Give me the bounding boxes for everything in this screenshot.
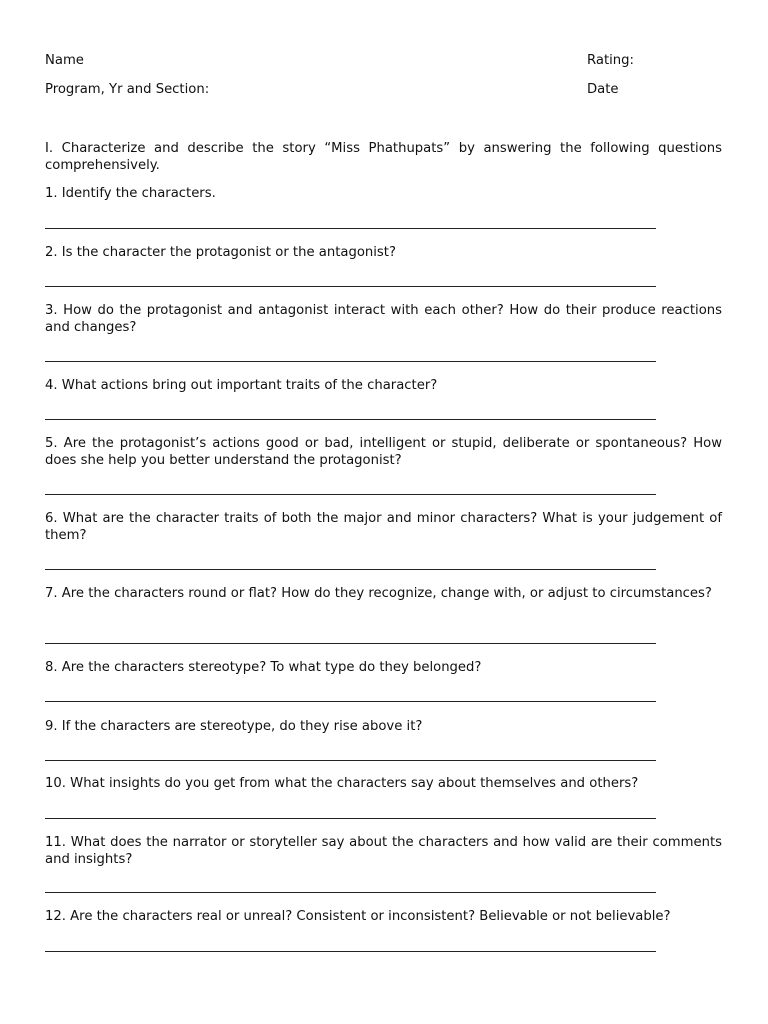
question-7: 7. Are the characters round or flat? How do they recognize, change with, or adjust to circumstances? xyxy=(45,586,712,601)
answer-line-1[interactable] xyxy=(45,228,656,229)
answer-line-7[interactable] xyxy=(45,643,656,644)
answer-line-10[interactable] xyxy=(45,818,656,819)
date-label: Date xyxy=(587,82,619,97)
question-4: 4. What actions bring out important traits of the character? xyxy=(45,378,438,393)
answer-line-4[interactable] xyxy=(45,419,656,420)
program-section-label: Program, Yr and Section: xyxy=(45,82,210,97)
question-5: 5. Are the protagonist’s actions good or bad, intelligent or stupid, deliberate or spontaneous? How does she help you better understand the protagonist? xyxy=(45,436,722,468)
answer-line-6[interactable] xyxy=(45,569,656,570)
question-12: 12. Are the characters real or unreal? Consistent or inconsistent? Believable or not believable? xyxy=(45,909,671,924)
question-9: 9. If the characters are stereotype, do they rise above it? xyxy=(45,719,423,734)
question-3: 3. How do the protagonist and antagonist interact with each other? How do their produce reactions and changes? xyxy=(45,303,722,335)
name-label: Name xyxy=(45,53,84,68)
answer-line-12[interactable] xyxy=(45,951,656,952)
answer-line-9[interactable] xyxy=(45,760,656,761)
answer-line-5[interactable] xyxy=(45,494,656,495)
question-6: 6. What are the character traits of both the major and minor characters? What is your judgement of them? xyxy=(45,511,722,543)
instructions: I. Characterize and describe the story “Miss Phathupats” by answering the following questions comprehensively. xyxy=(45,141,722,173)
question-2: 2. Is the character the protagonist or the antagonist? xyxy=(45,245,396,260)
question-11: 11. What does the narrator or storyteller say about the characters and how valid are their comments and insights? xyxy=(45,835,722,867)
answer-line-8[interactable] xyxy=(45,701,656,702)
answer-line-11[interactable] xyxy=(45,892,656,893)
rating-label: Rating: xyxy=(587,53,634,68)
answer-line-3[interactable] xyxy=(45,361,656,362)
question-10: 10. What insights do you get from what the characters say about themselves and others? xyxy=(45,776,639,791)
question-1: 1. Identify the characters. xyxy=(45,186,216,201)
question-8: 8. Are the characters stereotype? To what type do they belonged? xyxy=(45,660,482,675)
answer-line-2[interactable] xyxy=(45,286,656,287)
